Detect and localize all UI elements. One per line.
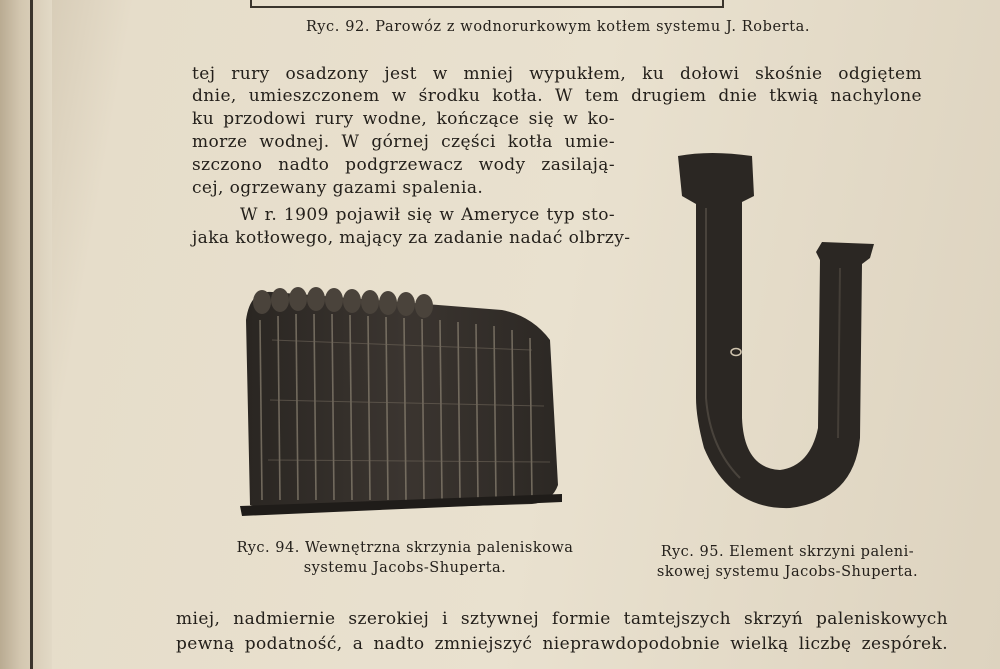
text-line: cej, ogrzewany gazami spalenia. [192, 178, 484, 198]
text-line: tej rury osadzony jest w mniej wypukłem, ku dołowi skośnie odgiętem [192, 64, 922, 84]
text-line: szczono nadto podgrzewacz wody zasilają- [192, 155, 615, 175]
text-line: pewną podatność, a nadto zmniejszyć nieprawdopodobnie wielką liczbę zespórek. [176, 634, 948, 654]
text-line: dnie, umieszczonem w środku kotła. W tem drugiem dnie tkwią nachylone [192, 86, 922, 106]
figure-95-caption-line-1: Ryc. 95. Element skrzyni paleni- [660, 544, 915, 560]
page-edge-line [30, 0, 33, 669]
figure-94-caption [200, 538, 610, 578]
figure-95-caption-line-2: skowej systemu Jacobs-Shuperta. [656, 564, 919, 580]
book-spine [0, 0, 52, 669]
figure-94-firebox-image [232, 280, 572, 520]
figure-95-u-element-image [670, 148, 885, 518]
text-line: W r. 1909 pojawił się w Ameryce typ sto- [240, 205, 615, 225]
text-line: jaka kotłowego, mający za zadanie nadać olbrzy- [192, 228, 631, 248]
text-line: morze wodnej. W górnej części kotła umie- [192, 132, 615, 152]
text-line: miej, nadmiernie szerokiej i sztywnej formie tamtejszych skrzyń paleniskowych [176, 609, 948, 629]
figure-95-caption [645, 542, 930, 582]
figure-94-caption-line-1: Ryc. 94. Wewnętrzna skrzynia paleniskowa [236, 540, 574, 556]
figure-92-caption: Ryc. 92. Parowóz z wodnorurkowym kotłem systemu J. Roberta. [306, 19, 811, 35]
figure-94-caption-line-2: systemu Jacobs-Shuperta. [303, 560, 507, 576]
text-line: ku przodowi rury wodne, kończące się w ko- [192, 109, 615, 129]
figure-92-frame-edge [250, 0, 724, 8]
